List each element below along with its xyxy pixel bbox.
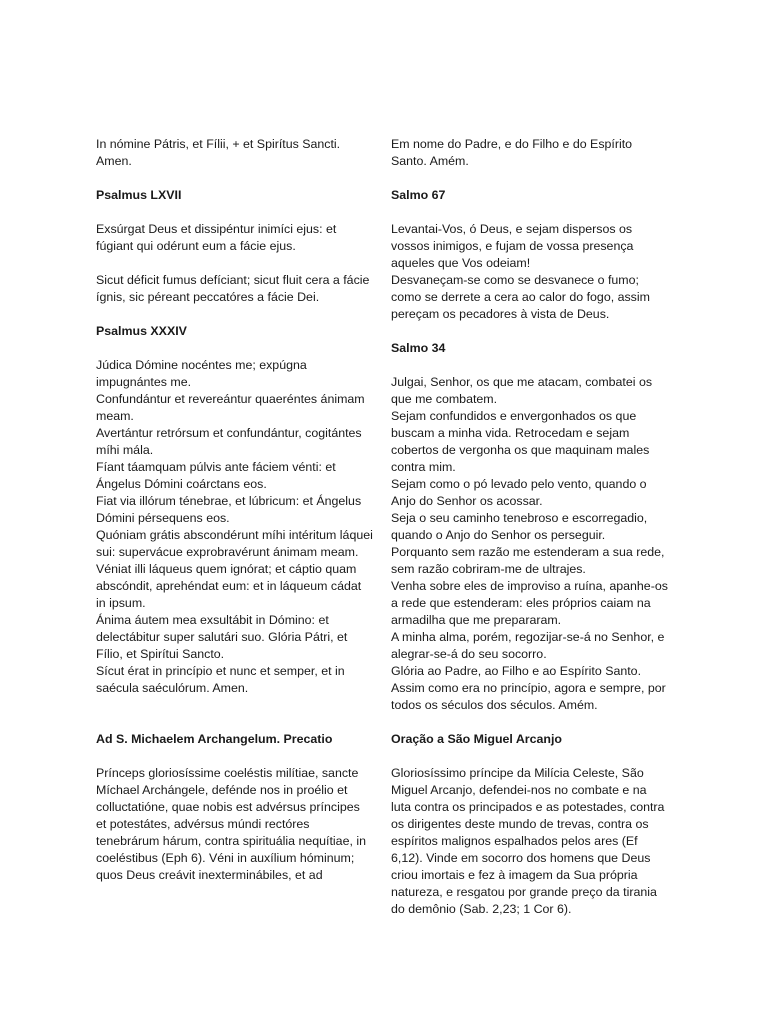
text-line: Em nome do Padre, e do Filho e do Espírito bbox=[391, 137, 633, 151]
text-line: sui: supervácue exprobravérunt ánimam meam. bbox=[96, 545, 359, 559]
text-line: Véniat illi láqueus quem ignórat; et cáptio quam bbox=[96, 562, 357, 576]
portuguese-invocation bbox=[391, 136, 673, 170]
text-line: aqueles que Vos odeiam! bbox=[391, 256, 531, 270]
text-line: A minha alma, porém, regozijar-se-á no Senhor, e bbox=[391, 630, 665, 644]
precatio-text bbox=[96, 765, 378, 884]
text-line: meam. bbox=[96, 409, 134, 423]
psalm-67-verse-1 bbox=[96, 221, 378, 255]
text-line: os dirigentes deste mundo de trevas, contra os bbox=[391, 817, 649, 831]
psalm-34-heading: Psalmus XXXIV bbox=[96, 324, 187, 338]
text-line: Santo. Amém. bbox=[391, 154, 469, 168]
text-line: ígnis, sic péreant peccatóres a fácie Dei. bbox=[96, 290, 320, 304]
text-line: Dómini pérsequens eos. bbox=[96, 511, 230, 525]
text-line: Ánima áutem mea exsultábit in Dómino: et bbox=[96, 613, 329, 627]
text-line: Sejam como o pó levado pelo vento, quando o bbox=[391, 477, 647, 491]
salmo-34-heading: Salmo 34 bbox=[391, 341, 446, 355]
psalm-67-verse-2 bbox=[96, 272, 378, 306]
text-line: fúgiant qui odérunt eum a fácie ejus. bbox=[96, 239, 296, 253]
text-line: Glória ao Padre, ao Filho e ao Espírito Santo. bbox=[391, 664, 642, 678]
text-line: Exsúrgat Deus et dissipéntur inimíci ejus: et bbox=[96, 222, 337, 236]
oracao-text bbox=[391, 765, 673, 918]
text-line: saécula saéculórum. Amen. bbox=[96, 681, 249, 695]
text-line: Desvaneçam-se como se desvanece o fumo; bbox=[391, 273, 639, 287]
text-line: sem razão cobriram-me de ultrajes. bbox=[391, 562, 586, 576]
text-line: In nómine Pátris, et Fílii, + et Spirítus Sancti. bbox=[96, 137, 341, 151]
text-line: míhi mála. bbox=[96, 443, 154, 457]
text-line: Sícut érat in princípio et nunc et semper, et in bbox=[96, 664, 345, 678]
text-line: natureza, e resgatou por grande preço da tirania bbox=[391, 885, 657, 899]
text-line: Fílio, et Spirítui Sancto. bbox=[96, 647, 225, 661]
salmo-67-heading: Salmo 67 bbox=[391, 188, 446, 202]
text-line: coeléstibus (Eph 6). Véni in auxílium hóminum; bbox=[96, 851, 355, 865]
text-line: Confundántur et revereántur quaeréntes ánimam bbox=[96, 392, 365, 406]
text-line: Fíant táamquam púlvis ante fáciem vénti: et bbox=[96, 460, 336, 474]
text-line: Prínceps gloriosíssime coeléstis milítiae, sancte bbox=[96, 766, 359, 780]
psalm-34-text bbox=[96, 357, 378, 697]
text-line: como se derrete a cera ao calor do fogo, assim bbox=[391, 290, 650, 304]
text-line: Anjo do Senhor os acossar. bbox=[391, 494, 543, 508]
text-line: colluctatióne, quae nobis est advérsus príncipes bbox=[96, 800, 360, 814]
oracao-heading: Oração a São Miguel Arcanjo bbox=[391, 732, 562, 746]
latin-invocation bbox=[96, 136, 378, 170]
text-line: do demônio (Sab. 2,23; 1 Cor 6). bbox=[391, 902, 572, 916]
text-line: 6,12). Vinde em socorro dos homens que Deus bbox=[391, 851, 651, 865]
text-line: in ipsum. bbox=[96, 596, 146, 610]
text-line: criou imortais e fez à imagem da Sua própria bbox=[391, 868, 638, 882]
portuguese-column bbox=[391, 136, 673, 935]
text-line: Míchael Archángele, defénde nos in proélio et bbox=[96, 783, 348, 797]
text-line: espíritos malignos espalhados pelos ares (Ef bbox=[391, 834, 638, 848]
text-line: Julgai, Senhor, os que me atacam, combatei os bbox=[391, 375, 653, 389]
salmo-67-text bbox=[391, 221, 673, 323]
salmo-34-text bbox=[391, 374, 673, 714]
text-line: armadilha que me prepararam. bbox=[391, 613, 562, 627]
text-line: Seja o seu caminho tenebroso e escorregadio, bbox=[391, 511, 648, 525]
text-line: Avertántur retrórsum et confundántur, cogitántes bbox=[96, 426, 362, 440]
text-line: Fiat via illórum ténebrae, et lúbricum: et Ángelus bbox=[96, 494, 362, 508]
text-line: cobertos de vergonha os que maquinam males bbox=[391, 443, 650, 457]
spacer bbox=[96, 714, 378, 731]
text-line: Amen. bbox=[96, 154, 132, 168]
text-line: Ángelus Dómini coárctans eos. bbox=[96, 477, 267, 491]
text-line: Porquanto sem razão me estenderam a sua rede, bbox=[391, 545, 665, 559]
text-line: Venha sobre eles de improviso a ruína, apanhe-os bbox=[391, 579, 668, 593]
text-line: Levantai-Vos, ó Deus, e sejam dispersos os bbox=[391, 222, 633, 236]
text-line: abscóndit, aprehéndat eum: et in láqueum cádat bbox=[96, 579, 362, 593]
text-line: luta contra os principados e as potestades, contra bbox=[391, 800, 665, 814]
text-line: quando o Anjo do Senhor os perseguir. bbox=[391, 528, 606, 542]
precatio-heading: Ad S. Michaelem Archangelum. Precatio bbox=[96, 732, 333, 746]
text-line: Miguel Arcanjo, defendei-nos no combate e na bbox=[391, 783, 647, 797]
text-line: delectábitur super salutári suo. Glória Pátri, et bbox=[96, 630, 348, 644]
text-line: buscam a minha vida. Retrocedam e sejam bbox=[391, 426, 630, 440]
text-line: impugnántes me. bbox=[96, 375, 192, 389]
text-line: pereçam os pecadores à vista de Deus. bbox=[391, 307, 610, 321]
text-line: Gloriosíssimo príncipe da Milícia Celeste, São bbox=[391, 766, 644, 780]
text-line: Sejam confundidos e envergonhados os que bbox=[391, 409, 637, 423]
text-line: que me combatem. bbox=[391, 392, 498, 406]
text-line: Assim como era no princípio, agora e sempre, por bbox=[391, 681, 666, 695]
psalm-67-heading: Psalmus LXVII bbox=[96, 188, 182, 202]
text-line: Júdica Dómine nocéntes me; expúgna bbox=[96, 358, 307, 372]
text-line: tenebrárum hárum, contra spirituália nequítiae, in bbox=[96, 834, 366, 848]
latin-column bbox=[96, 136, 378, 901]
text-line: Quóniam grátis abscondérunt míhi intéritum láquei bbox=[96, 528, 373, 542]
text-line: et potestátes, advérsus múndi rectóres bbox=[96, 817, 310, 831]
text-line: todos os séculos dos séculos. Amém. bbox=[391, 698, 598, 712]
text-line: vossos inimigos, e fujam de vossa presença bbox=[391, 239, 634, 253]
text-line: contra mim. bbox=[391, 460, 456, 474]
text-line: Sicut déficit fumus defíciant; sicut fluit cera a fácie bbox=[96, 273, 370, 287]
text-line: a rede que estenderam: eles próprios caiam na bbox=[391, 596, 651, 610]
text-line: alegrar-se-á do seu socorro. bbox=[391, 647, 547, 661]
text-line: quos Deus creávit inexterminábiles, et ad bbox=[96, 868, 323, 882]
